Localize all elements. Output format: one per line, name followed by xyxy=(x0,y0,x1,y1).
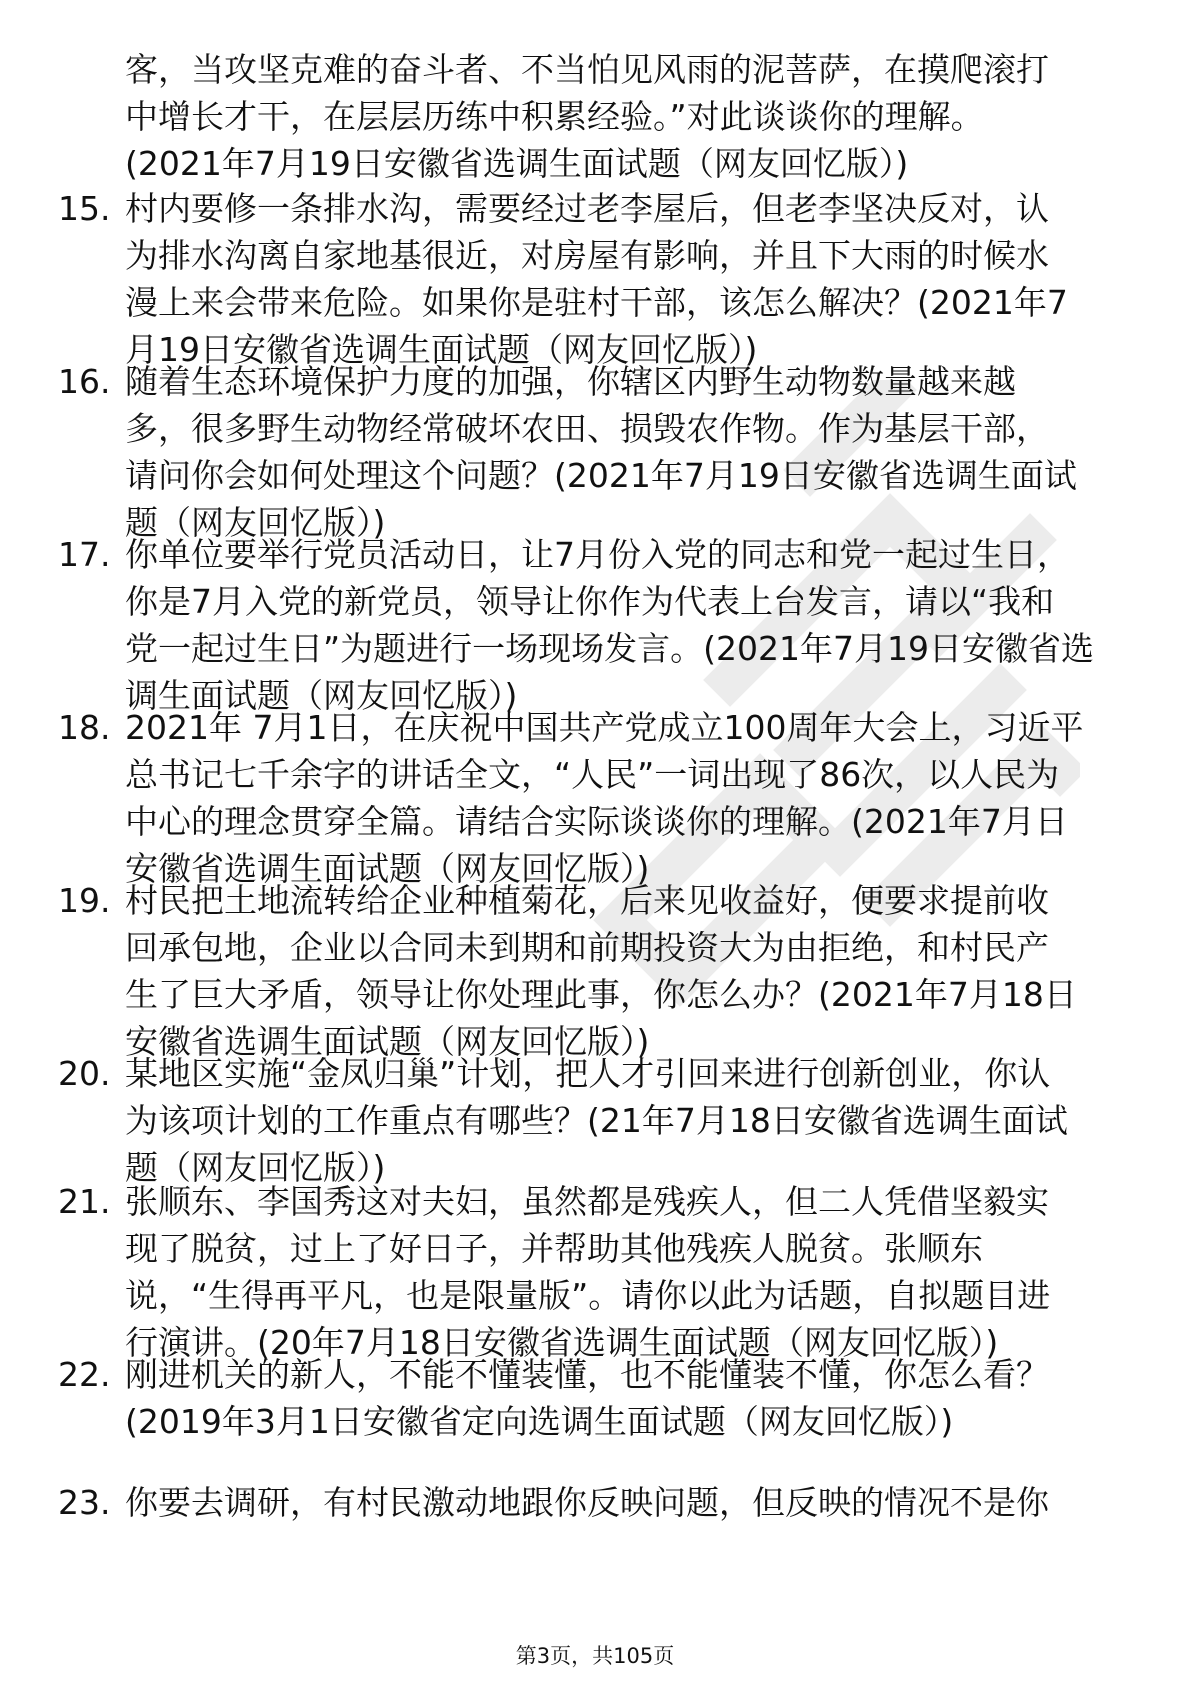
text-line: 调生面试题（网友回忆版）) xyxy=(125,676,518,715)
text-line: 你单位要举行党员活动日，让7月份入党的同志和党一起过生日， xyxy=(125,535,1070,574)
text-line: 题（网友回忆版）) xyxy=(125,503,386,542)
text-line: 随着生态环境保护力度的加强，你辖区内野生动物数量越来越 xyxy=(125,362,1016,401)
question-text xyxy=(125,1479,1049,1526)
text-line: 为排水沟离自家地基很近，对房屋有影响，并且下大雨的时候水 xyxy=(125,236,1049,275)
text-line: 刚进机关的新人，不能不懂装懂，也不能懂装不懂，你怎么看？ xyxy=(125,1355,1049,1394)
text-line: 党一起过生日”为题进行一场现场发言。(2021年7月19日安徽省选 xyxy=(125,629,1094,668)
text-line: 2021年 7月1日，在庆祝中国共产党成立100周年大会上，习近平 xyxy=(125,708,1084,747)
question-text xyxy=(125,358,1077,546)
text-line: 为该项计划的工作重点有哪些？(21年7月18日安徽省选调生面试 xyxy=(125,1101,1068,1140)
question-number: 16. xyxy=(58,362,111,401)
text-line: 现了脱贫，过上了好日子，并帮助其他残疾人脱贫。张顺东 xyxy=(125,1229,983,1268)
text-line: 客，当攻坚克难的奋斗者、不当怕见风雨的泥菩萨，在摸爬滚打 xyxy=(125,50,1049,89)
question-text xyxy=(125,877,1077,1065)
text-line: 行演讲。(20年7月18日安徽省选调生面试题（网友回忆版）) xyxy=(125,1323,999,1362)
text-line: 安徽省选调生面试题（网友回忆版）) xyxy=(125,849,650,888)
text-line: 生了巨大矛盾，领导让你处理此事，你怎么办？(2021年7月18日 xyxy=(125,975,1077,1014)
text-line: (2021年7月19日安徽省选调生面试题（网友回忆版）) xyxy=(125,144,909,183)
text-line: 你要去调研，有村民激动地跟你反映问题，但反映的情况不是你 xyxy=(125,1483,1049,1522)
text-line: 张顺东、李国秀这对夫妇，虽然都是残疾人，但二人凭借坚毅实 xyxy=(125,1182,1049,1221)
text-line: 说，“生得再平凡，也是限量版”。请你以此为话题，自拟题目进 xyxy=(125,1276,1051,1315)
text-line: 漫上来会带来危险。如果你是驻村干部，该怎么解决？(2021年7 xyxy=(125,283,1068,322)
question-text xyxy=(125,1178,1050,1366)
text-line: 回承包地，企业以合同未到期和前期投资大为由拒绝，和村民产 xyxy=(125,928,1049,967)
page-number-footer: 第3页，共105页 xyxy=(515,1644,675,1668)
question-number: 15. xyxy=(58,189,111,228)
text-line: 某地区实施“金凤归巢”计划，把人才引回来进行创新创业，你认 xyxy=(125,1054,1051,1093)
text-line: 你是7月入党的新党员，领导让你作为代表上台发言，请以“我和 xyxy=(125,582,1055,621)
question-text xyxy=(125,704,1083,892)
question-number: 17. xyxy=(58,535,111,574)
text-line: 安徽省选调生面试题（网友回忆版）) xyxy=(125,1022,650,1061)
text-line: 请问你会如何处理这个问题？(2021年7月19日安徽省选调生面试 xyxy=(125,456,1077,495)
question-number: 19. xyxy=(58,881,111,920)
text-line: 题（网友回忆版）) xyxy=(125,1148,386,1187)
text-line: 月19日安徽省选调生面试题（网友回忆版）) xyxy=(125,330,758,369)
question-number: 21. xyxy=(58,1182,111,1221)
text-line: 中心的理念贯穿全篇。请结合实际谈谈你的理解。(2021年7月日 xyxy=(125,802,1068,841)
question-number: 18. xyxy=(58,708,111,747)
text-line: (2019年3月1日安徽省定向选调生面试题（网友回忆版）) xyxy=(125,1402,954,1441)
question-number: 20. xyxy=(58,1054,111,1093)
question-number: 23. xyxy=(58,1483,111,1522)
question-text xyxy=(125,1351,1049,1445)
question-text xyxy=(125,531,1094,719)
question-text xyxy=(125,185,1068,373)
text-line: 村民把土地流转给企业种植菊花，后来见收益好，便要求提前收 xyxy=(125,881,1049,920)
question-text xyxy=(125,1050,1068,1191)
text-line: 多，很多野生动物经常破坏农田、损毁农作物。作为基层干部， xyxy=(125,409,1049,448)
text-line: 村内要修一条排水沟，需要经过老李屋后，但老李坚决反对，认 xyxy=(125,189,1049,228)
text-line: 总书记七千余字的讲话全文，“人民”一词出现了86次，以人民为 xyxy=(125,755,1060,794)
continued-question-text xyxy=(125,46,1049,187)
text-line: 中增长才干，在层层历练中积累经验。”对此谈谈你的理解。 xyxy=(125,97,984,136)
question-number: 22. xyxy=(58,1355,111,1394)
